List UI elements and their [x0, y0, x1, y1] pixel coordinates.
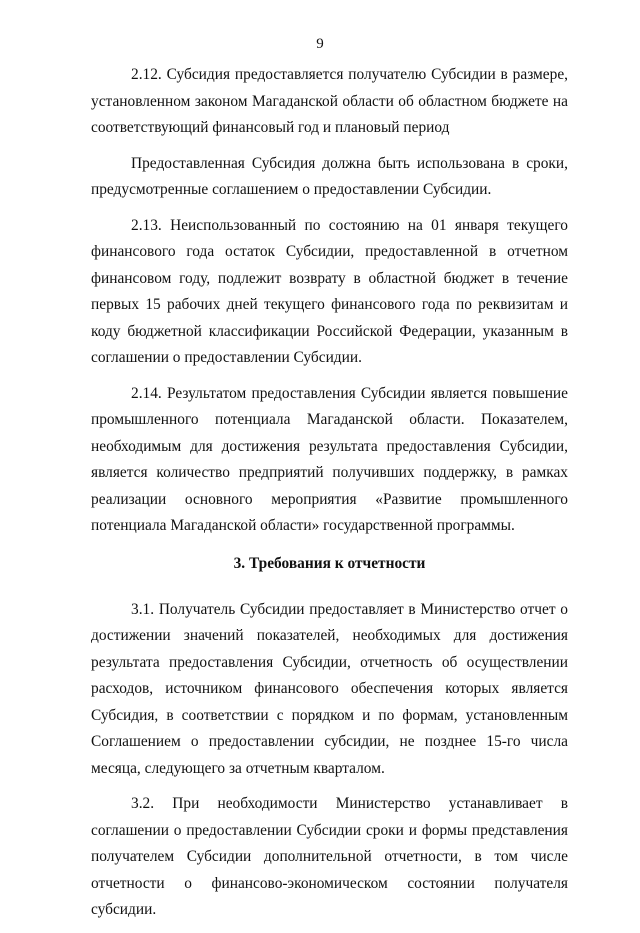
paragraph-2-13: 2.13. Неиспользованный по состоянию на 01 января текущего финансового года остаток Субсидии, предоставленной в отчетном финансовом году, подлежит возврату в областной бюджет в течение первых 15 рабочих дней текущего финансового года по реквизитам и коду бюджетной классификации Российской Федерации, указанным в соглашении о предоставлении Субсидии.	[91, 216, 568, 366]
document-body	[91, 62, 568, 933]
paragraph-2-12: 2.12. Субсидия предоставляется получателю Субсидии в размере, установленном законом Магаданской области об областном бюджете на соответствующий финансовый год и плановый период	[91, 66, 568, 136]
section-heading: 3. Требования к отчетности	[233, 554, 426, 572]
paragraph-subsidy-usage: Предоставленная Субсидия должна быть использована в сроки, предусмотренные соглашением о предоставлении Субсидии.	[91, 154, 568, 198]
paragraph-3-1: 3.1. Получатель Субсидии предоставляет в Министерство отчет о достижении значений показателей, необходимых для достижения результата предоставления Субсидии, отчетность об осуществлении расходов, источником финансового обеспечения которых является Субсидия, в соответствии с порядком и по формам, установленным Соглашением о предоставлении субсидии, не позднее 15-го числа месяца, следующего за отчетным кварталом.	[91, 600, 568, 777]
paragraph-2-14: 2.14. Результатом предоставления Субсидии является повышение промышленного потенциала Магаданской области. Показателем, необходимым для достижения результата предоставления Субсидии, является количество предприятий получивших поддержку, в рамках реализации основного мероприятия «Развитие промышленного потенциала Магаданской области» государственной программы.	[91, 384, 568, 534]
paragraph-3-2: 3.2. При необходимости Министерство устанавливает в соглашении о предоставлении Субсидии сроки и формы представления получателем Субсидии дополнительной отчетности, в том числе отчетности о финансово-экономическом состоянии получателя субсидии.	[91, 795, 568, 918]
page-number: 9	[316, 36, 324, 52]
